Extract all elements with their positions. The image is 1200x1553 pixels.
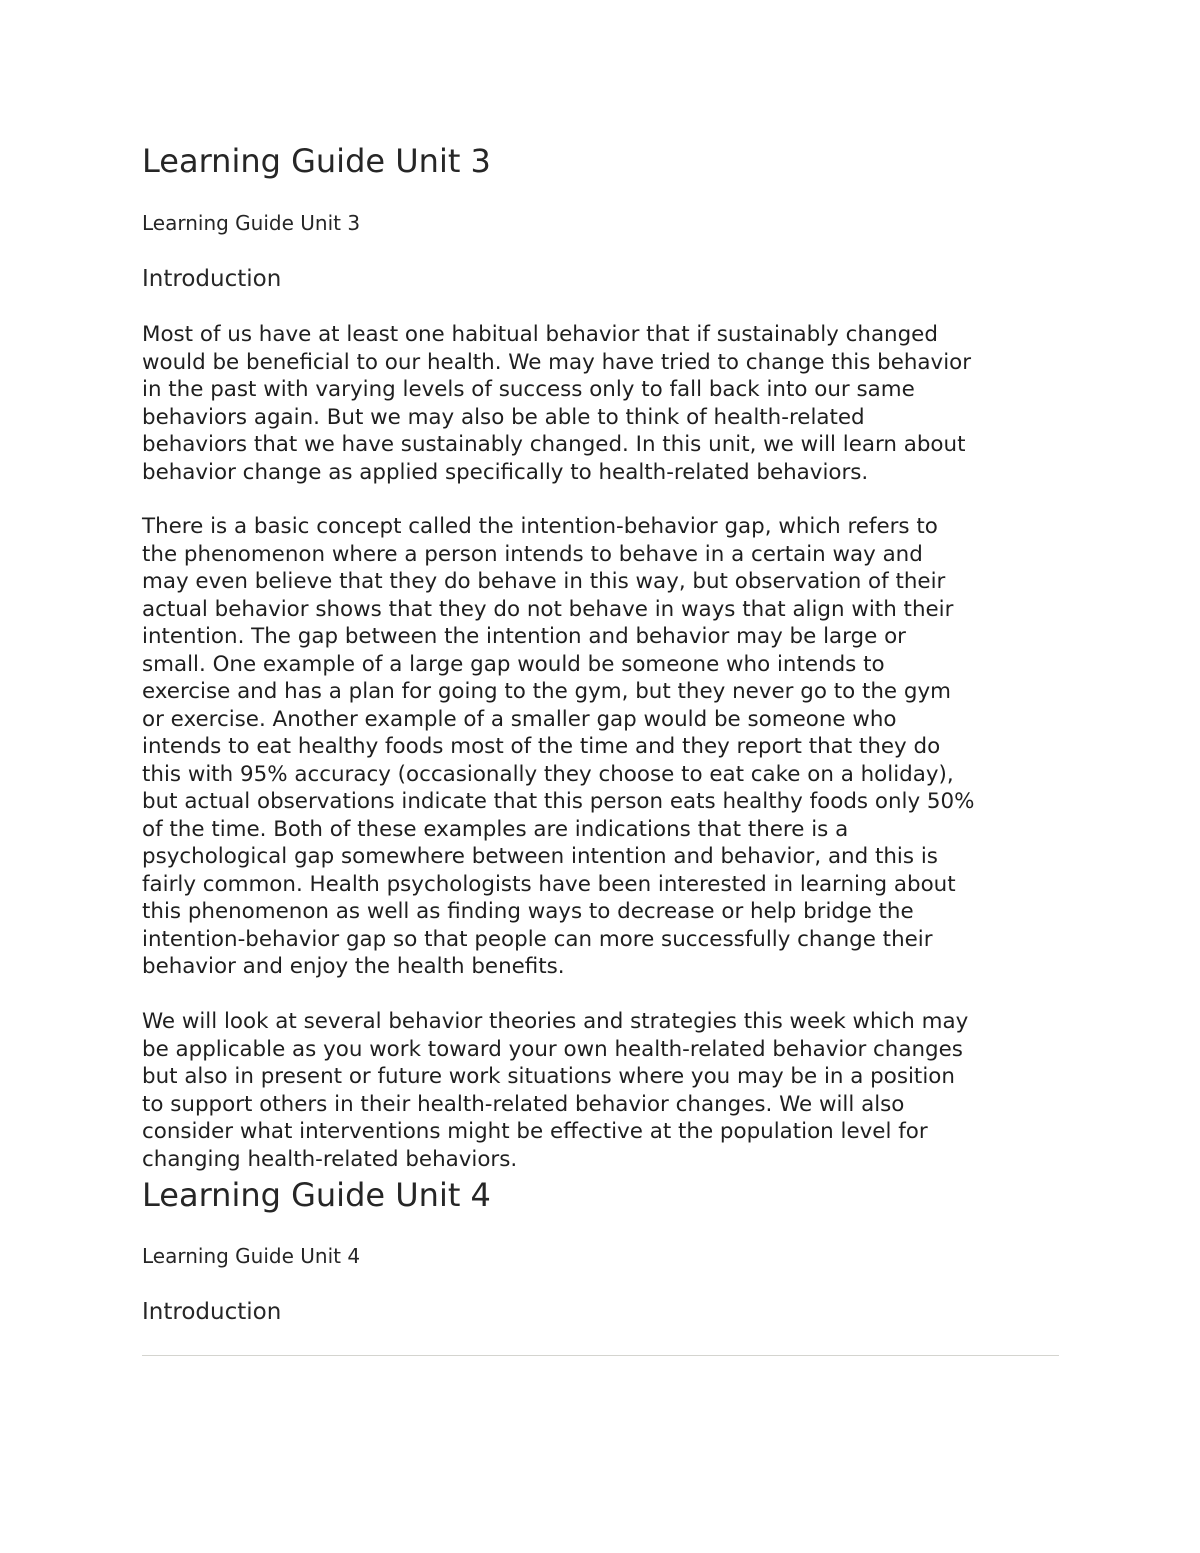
unit4-introduction-heading: Introduction [142,1299,282,1325]
text-line: exercise and has a plan for going to the gym, but they never go to the gym [142,679,951,704]
text-line: behaviors that we have sustainably changed. In this unit, we will learn about [142,432,966,457]
text-line: be applicable as you work toward your own health-related behavior changes [142,1036,963,1062]
unit3-paragraph-2 [142,513,974,981]
text-line: intends to eat healthy foods most of the time and they report that they do [142,734,941,759]
text-line: small. One example of a large gap would be someone who intends to [142,651,885,677]
text-line: may even believe that they do behave in this way, but observation of their [142,569,946,594]
text-line: We will look at several behavior theories and strategies this week which may [142,1009,969,1034]
text-line: There is a basic concept called the intention-behavior gap, which refers to [142,514,938,539]
text-line: this with 95% accuracy (occasionally they choose to eat cake on a holiday), [142,761,954,787]
unit3-paragraph-3 [142,1008,968,1173]
page-divider [142,1355,1059,1356]
text-line: fairly common. Health psychologists have been interested in learning about [142,871,956,897]
unit4-title: Learning Guide Unit 4 [142,1176,491,1214]
text-line: in the past with varying levels of success only to fall back into our same [142,377,915,402]
text-line: but also in present or future work situations where you may be in a position [142,1064,955,1089]
text-line: of the time. Both of these examples are indications that there is a [142,816,849,842]
unit3-subtitle: Learning Guide Unit 3 [142,211,361,235]
text-line: behavior and enjoy the health benefits. [142,954,565,979]
unit3-introduction-heading: Introduction [142,266,282,292]
unit3-title: Learning Guide Unit 3 [142,142,491,180]
text-line: the phenomenon where a person intends to behave in a certain way and [142,541,923,567]
text-line: Most of us have at least one habitual behavior that if sustainably changed [142,322,938,347]
text-line: changing health-related behaviors. [142,1146,518,1172]
unit4-subtitle: Learning Guide Unit 4 [142,1244,361,1268]
text-line: intention. The gap between the intention and behavior may be large or [142,624,906,649]
text-line: to support others in their health-related behavior changes. We will also [142,1091,905,1117]
text-line: this phenomenon as well as finding ways to decrease or help bridge the [142,899,914,924]
text-line: behaviors again. But we may also be able to think of health-related [142,404,865,430]
text-line: intention-behavior gap so that people can more successfully change their [142,926,933,952]
text-line: actual behavior shows that they do not behave in ways that align with their [142,596,954,622]
text-line: consider what interventions might be effective at the population level for [142,1119,928,1144]
text-line: would be beneficial to our health. We may have tried to change this behavior [142,349,972,375]
text-line: or exercise. Another example of a smaller gap would be someone who [142,706,897,732]
text-line: behavior change as applied specifically to health-related behaviors. [142,459,869,485]
text-line: but actual observations indicate that this person eats healthy foods only 50% [142,789,975,814]
text-line: psychological gap somewhere between intention and behavior, and this is [142,844,938,869]
unit3-paragraph-1 [142,321,971,486]
